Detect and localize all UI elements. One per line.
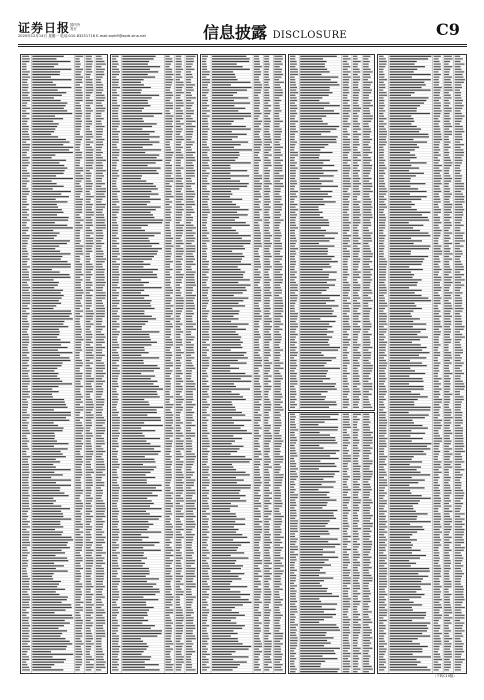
dense-table-grid [289, 55, 374, 410]
date-contact-line: 2020年12月14日 星期一 电话:010-83251716 E-mail:zqrb9@zqrb.sina.net [18, 34, 146, 38]
table-column-3 [200, 54, 286, 674]
header-rule-thin [18, 46, 467, 47]
dense-table-grid [289, 413, 374, 673]
dense-table-grid [378, 55, 466, 673]
dense-table-grid [21, 55, 107, 673]
page-number: C9 [436, 20, 460, 39]
table-column-4b [288, 412, 375, 674]
section-title-cn: 信息披露 [203, 23, 268, 42]
table-column-5 [377, 54, 467, 674]
dense-table-grid [201, 55, 285, 673]
logo-subtext: 国内外 发行 [70, 23, 81, 31]
masthead [0, 0, 484, 44]
table-column-1 [20, 54, 108, 674]
newspaper-logo: 证券日报 [18, 21, 71, 35]
table-column-4a [288, 54, 375, 411]
dense-table-grid [111, 55, 197, 673]
continuation-note: （下转C10版） [433, 674, 457, 678]
table-column-2 [110, 54, 198, 674]
header-rule [18, 44, 467, 45]
section-title [203, 20, 347, 43]
section-title-en: DISCLOSURE [272, 30, 348, 41]
